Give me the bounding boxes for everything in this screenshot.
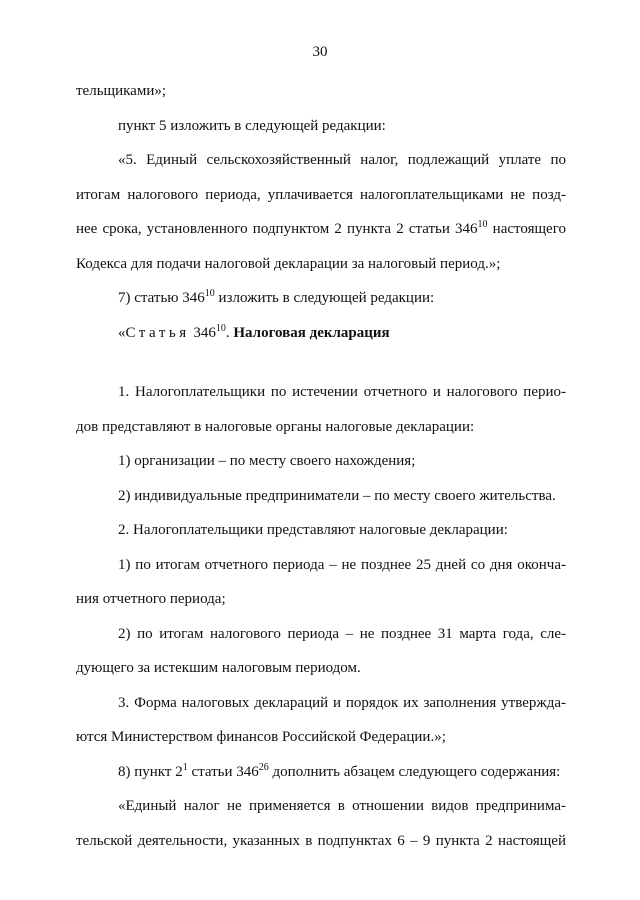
text-fragment: статьи 346 <box>187 763 259 780</box>
text-line: ются Министерством финансов Российской Федерации.»; <box>76 729 446 745</box>
text-line: итогам налогового периода, уплачивается налогоплательщиками не позд- <box>76 186 566 203</box>
text-line: 2) по итогам налогового периода – не позднее 31 марта года, сле- <box>118 625 566 642</box>
text-line: 1. Налогоплательщики по истечении отчетного и налогового перио- <box>118 384 566 400</box>
text-line: Кодекса для подачи налоговой декларации за налоговый период.»; <box>76 255 501 272</box>
superscript: 10 <box>204 288 215 299</box>
quote-mark: « <box>118 324 126 341</box>
superscript: 1 <box>182 761 188 773</box>
text-line: тельщиками»; <box>76 83 167 99</box>
text-line: 3. Форма налоговых деклараций и порядок их заполнения утвержда- <box>118 694 566 711</box>
text-fragment: дополнить абзацем следующего содержания: <box>268 763 561 780</box>
superscript: 10 <box>477 219 488 230</box>
article-heading <box>76 316 566 351</box>
text-line: «Единый налог не применяется в отношении видов предпринима- <box>118 798 566 814</box>
text-fragment: . <box>225 324 234 341</box>
text-line: 2) индивидуальные предприниматели – по месту своего жительства. <box>118 487 556 504</box>
text-fragment: нее срока, установленного подпунктом 2 пункта 2 статьи 346 <box>76 221 478 237</box>
text-line: 2. Налогоплательщики представляют налоговые декларации: <box>118 522 508 538</box>
article-number: 346 <box>189 324 216 341</box>
article-title: Налоговая декларация <box>233 324 390 341</box>
document-body <box>76 74 566 858</box>
text-line: 1) организации – по месту своего нахождения; <box>118 453 416 469</box>
superscript: 26 <box>258 761 269 773</box>
text-fragment: настоящего <box>487 221 566 237</box>
text-line <box>76 281 566 316</box>
text-line: дующего за истекшим налоговым периодом. <box>76 660 361 676</box>
text-line <box>76 755 566 790</box>
text-line: «5. Единый сельскохозяйственный налог, подлежащий уплате по <box>118 152 566 168</box>
text-fragment: 7) статью 346 <box>118 290 205 306</box>
text-line: пункт 5 изложить в следующей редакции: <box>118 117 386 134</box>
text-line: тельской деятельности, указанных в подпунктах 6 – 9 пункта 2 настоящей <box>76 832 566 849</box>
text-line: ния отчетного периода; <box>76 591 226 607</box>
text-line: дов представляют в налоговые органы налоговые декларации: <box>76 418 475 435</box>
text-line <box>76 212 566 247</box>
text-fragment: изложить в следующей редакции: <box>214 290 435 306</box>
superscript: 10 <box>215 322 226 334</box>
text-fragment: 8) пункт 2 <box>118 763 183 780</box>
page-number: 30 <box>312 44 328 60</box>
spacer <box>76 350 566 375</box>
text-line: 1) по итогам отчетного периода – не позднее 25 дней со дня оконча- <box>118 556 566 573</box>
article-word: Статья <box>125 324 190 341</box>
